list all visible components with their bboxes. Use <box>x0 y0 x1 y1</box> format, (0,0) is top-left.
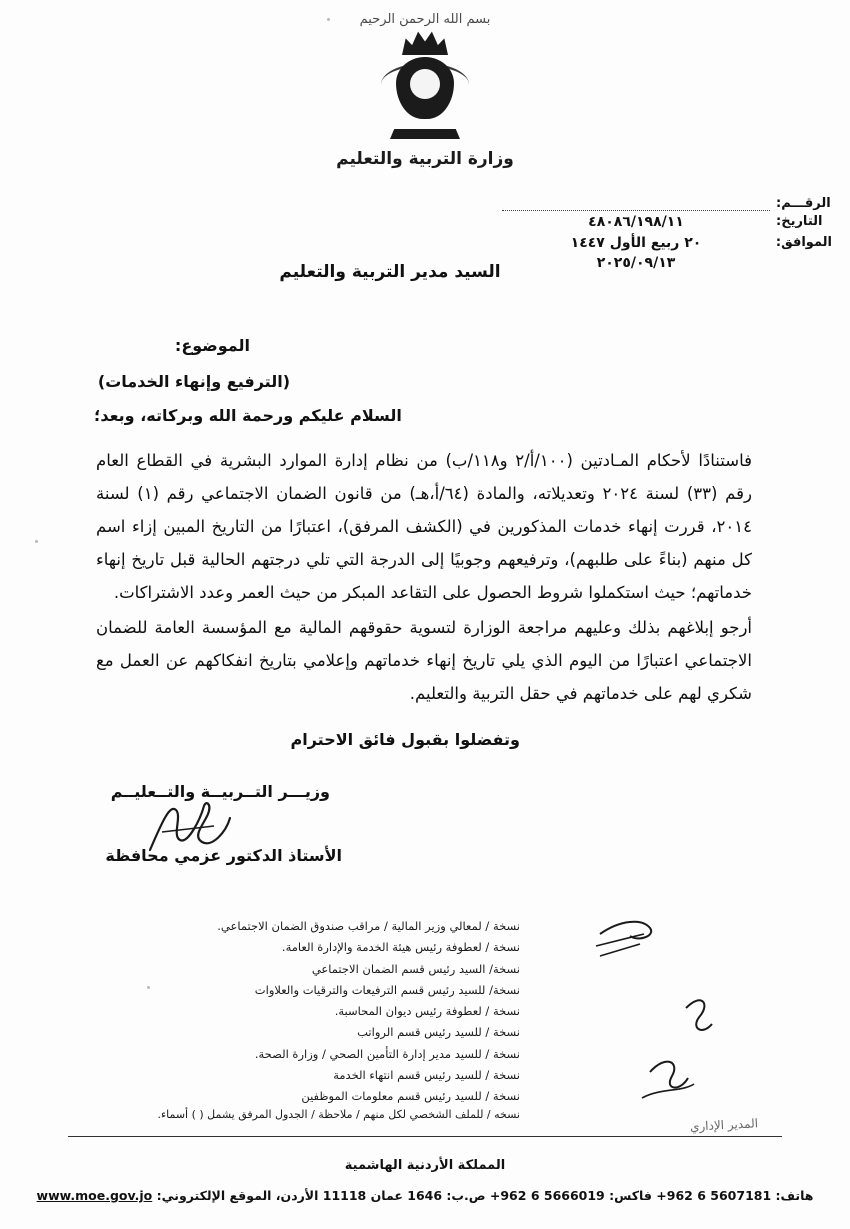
list-item: نسخة / لعطوفة رئيس ديوان المحاسبة. <box>334 1004 520 1019</box>
scan-speck <box>327 18 330 21</box>
reference-hijri-row <box>502 235 832 253</box>
footer-contact <box>0 1188 850 1203</box>
crown-shape <box>402 29 448 55</box>
shield-shape <box>396 57 454 119</box>
scan-speck <box>147 986 150 989</box>
list-item: نسخة/ للسيد رئيس قسم الترفيعات والترقيات والعلاوات <box>254 982 520 997</box>
reference-date-label: التاريخ: <box>776 214 823 229</box>
body-paragraph-2: أرجو إبلاغهم بذلك وعليهم مراجعة الوزارة لتسوية حقوقهم المالية مع المؤسسة العامة للضمان الاجتماعي اعتبارًا من اليوم الذي يلي تاريخ إنهاء خدماتهم وإعلامي بتاريخ انفكاكهم عن العمل مع شكري لهم على خدماتهم في حقل التربية والتعليم. <box>96 618 752 703</box>
reference-number-dots <box>502 196 770 211</box>
list-item: نسخة / للسيد مدير إدارة التأمين الصحي / وزارة الصحة. <box>254 1046 520 1061</box>
body-paragraph-1: فاستنادًا لأحكام المـادتين (١٠٠/أ/٢ و١١٨/ب) من نظام إدارة الموارد البشرية في القطاع العام رقم (٣٣) لسنة ٢٠٢٤ وتعديلاته، والمادة (٦٤/أ،هـ) من قانون الضمان الاجتماعي رقم (١) لسنة ٢٠١٤، قررت إنهاء خدمات المذكورين في (الكشف المرفق)، اعتبارًا من التاريخ المبين إزاء اسم كل منهم (بناءً على طلبهم)، وترفيعهم وجوبيًا إلى الدرجة التي تلي درجتهم الحالية قبل تاريخ إنهاء خدماتهم؛ حيث استكملوا شروط الحصول على التقاعد المبكر من حيث العمر وعدد الاشتراكات. <box>96 451 752 602</box>
copies-note: نسخه / للملف الشخصي لكل منهم / ملاحظة / الجدول المرفق يشمل ( ) أسماء. <box>157 1108 520 1121</box>
reference-hijri-value: ٢٠ ربيع الأول ١٤٤٧ <box>570 234 702 251</box>
signature-title: وزيـــر التــربيــة والتــعليــم <box>110 782 330 801</box>
footer-divider <box>68 1136 782 1137</box>
reference-gregorian-row <box>502 255 832 273</box>
subject-label: الموضوع: <box>174 336 250 355</box>
list-item: نسخة / للسيد رئيس قسم الرواتب <box>357 1025 520 1040</box>
footer-contact-text: هاتف: 5607181 6 962+ فاكس: 5666019 6 962+ ص.ب: 1646 عمان 11118 الأردن، الموقع الإلكتروني: <box>156 1188 814 1203</box>
salutation-line: السلام عليكم ورحمة الله وبركاته، وبعد؛ <box>94 406 402 425</box>
body-text <box>96 444 752 712</box>
subject-value: (الترفيع وإنهاء الخدمات) <box>97 372 290 391</box>
reference-number-label: الرقـــم: <box>776 196 831 211</box>
ministry-website-link[interactable]: www.moe.gov.jo <box>36 1188 153 1203</box>
document-header <box>0 12 850 169</box>
reference-date-value: ٤٨٠٨٦/١٩٨/١١ <box>588 214 684 230</box>
list-item: نسخة/ السيد رئيس قسم الضمان الاجتماعي <box>311 961 520 976</box>
list-item: نسخة / لعطوفة رئيس هيئة الخدمة والإدارة العامة. <box>281 940 520 955</box>
basmala-text: بسم الله الرحمن الرحيم <box>359 12 491 27</box>
office-stamp-text: المدير الإداري <box>689 1116 759 1134</box>
copies-list <box>160 916 520 1107</box>
reference-block <box>502 196 832 276</box>
addressee-line: السيد مدير التربية والتعليم <box>279 262 501 282</box>
scan-speck <box>35 540 38 543</box>
list-item: نسخة / للسيد رئيس قسم انتهاء الخدمة <box>333 1067 520 1082</box>
reference-date-row <box>502 214 832 232</box>
emblem-base-shape <box>390 129 460 139</box>
signature-name: الأستاذ الدكتور عزمي محافظة <box>105 846 342 865</box>
handwritten-margin-marks <box>590 912 770 1122</box>
list-item: نسخة / لمعالي وزير المالية / مراقب صندوق الضمان الاجتماعي. <box>217 919 520 933</box>
reference-number-row <box>502 196 832 211</box>
reference-gregorian-value: ٢٠٢٥/٠٩/١٣ <box>596 255 676 271</box>
closing-line: وتفضلوا بقبول فائق الاحترام <box>290 730 520 749</box>
jordan-coat-of-arms-icon <box>379 29 471 141</box>
list-item: نسخة / للسيد رئيس قسم معلومات الموظفين <box>301 1089 520 1104</box>
footer-kingdom: المملكة الأردنية الهاشمية <box>344 1158 506 1173</box>
reference-hijri-label: الموافق: <box>775 234 832 250</box>
ministry-name: وزارة التربية والتعليم <box>336 149 514 169</box>
